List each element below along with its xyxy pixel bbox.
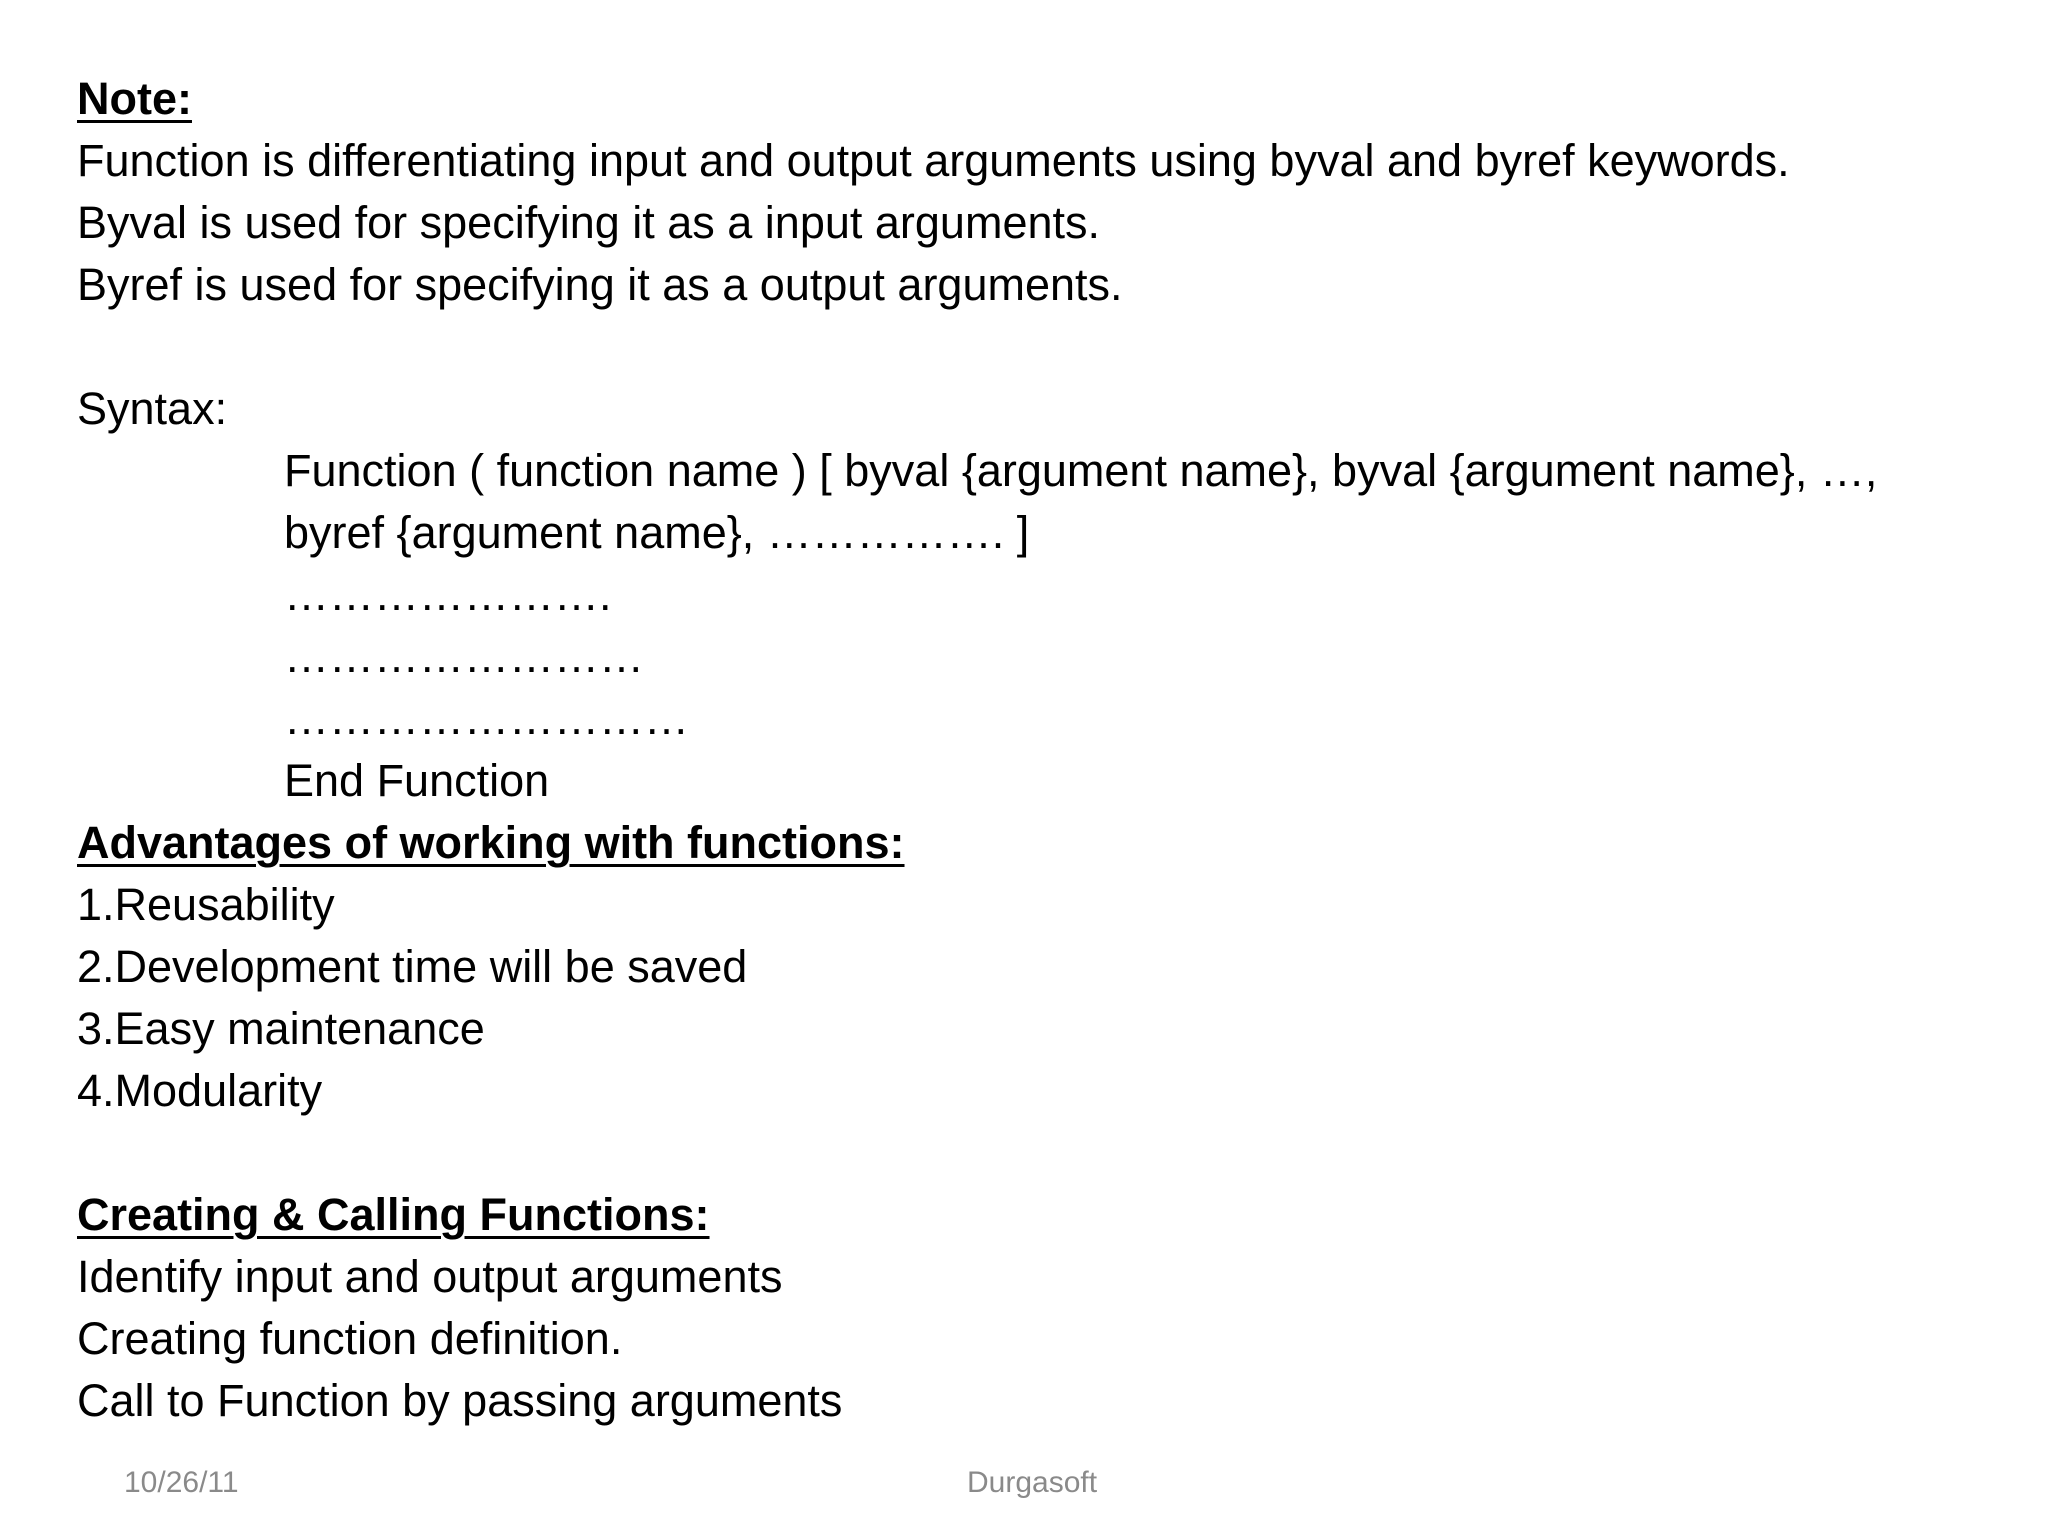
- advantage-item: 4.Modularity: [77, 1065, 323, 1116]
- creating-heading: Creating & Calling Functions:: [77, 1189, 710, 1240]
- creating-line-2: Creating function definition.: [77, 1313, 623, 1364]
- creating-line-1: Identify input and output arguments: [77, 1251, 783, 1302]
- advantages-heading: Advantages of working with functions:: [77, 817, 905, 868]
- spacer: [77, 1122, 1997, 1184]
- advantage-item: 2.Development time will be saved: [77, 941, 748, 992]
- note-heading: Note:: [77, 73, 192, 124]
- syntax-line-2: byref {argument name}, ……………. ]: [284, 507, 1030, 558]
- syntax-line-1: Function ( function name ) [ byval {argument name}, byval {argument name}, …,: [284, 445, 1878, 496]
- advantage-item: 3.Easy maintenance: [77, 1003, 485, 1054]
- footer-company: Durgasoft: [967, 1466, 1098, 1499]
- note-line-3: Byref is used for specifying it as a output arguments.: [77, 259, 1123, 310]
- syntax-label: Syntax:: [77, 383, 228, 434]
- syntax-line-4: ……………………: [284, 631, 644, 682]
- note-line-1: Function is differentiating input and output arguments using byval and byref keywords.: [77, 135, 1790, 186]
- syntax-line-5: ………………………: [284, 693, 689, 744]
- note-line-2: Byval is used for specifying it as a input arguments.: [77, 197, 1101, 248]
- syntax-line-3: ………………….: [284, 569, 612, 620]
- syntax-line-6: End Function: [284, 755, 550, 806]
- slide-body: [77, 68, 1997, 1432]
- footer-date: 10/26/11: [124, 1466, 239, 1499]
- spacer: [77, 316, 1997, 378]
- creating-line-3: Call to Function by passing arguments: [77, 1375, 843, 1426]
- advantage-item: 1.Reusability: [77, 879, 335, 930]
